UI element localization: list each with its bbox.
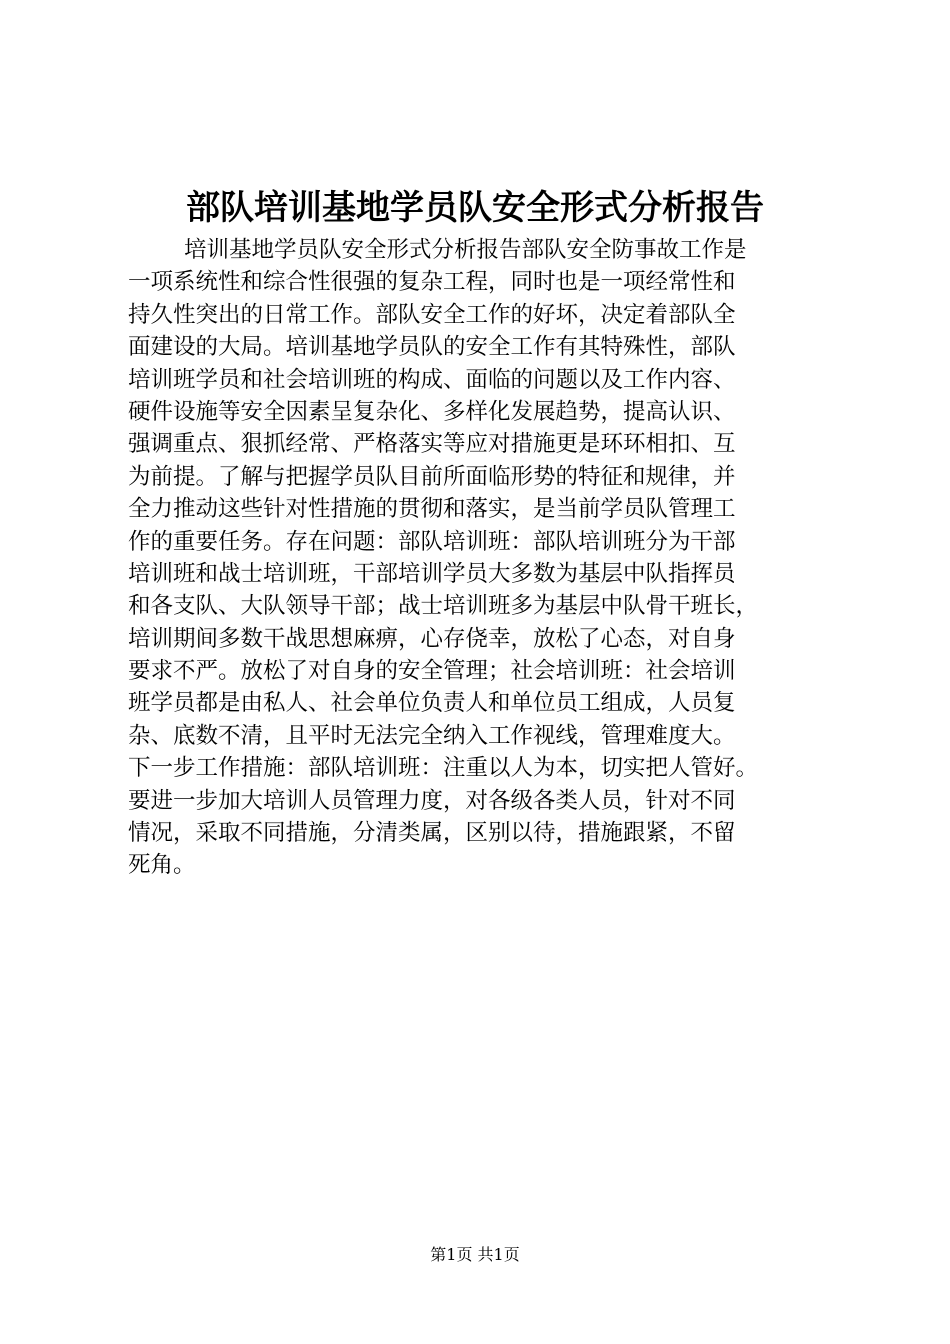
- body-line: 培训基地学员队安全形式分析报告部队安全防事故工作是: [184, 237, 747, 263]
- body-line: 培训班和战士培训班，干部培训学员大多数为基层中队指挥员: [128, 560, 736, 587]
- body-line: 持久性突出的日常工作。部队安全工作的好坏，决定着部队全: [128, 301, 736, 328]
- body-line: 情况，采取不同措施，分清类属，区别以待，措施跟紧，不留: [128, 820, 736, 847]
- page-number-footer: 第1页 共1页: [430, 1245, 520, 1264]
- body-line: 面建设的大局。培训基地学员队的安全工作有其特殊性，部队: [128, 334, 736, 361]
- body-line: 要进一步加大培训人员管理力度，对各级各类人员，针对不同: [128, 787, 736, 814]
- body-line: 一项系统性和综合性很强的复杂工程，同时也是一项经常性和: [128, 269, 736, 296]
- body-line: 强调重点、狠抓经常、严格落实等应对措施更是环环相扣、互: [128, 431, 736, 458]
- body-line: 培训班学员和社会培训班的构成、面临的问题以及工作内容、: [128, 366, 736, 393]
- body-line: 要求不严。放松了对自身的安全管理；社会培训班：社会培训: [128, 658, 736, 685]
- body-line: 下一步工作措施：部队培训班：注重以人为本，切实把人管好。: [128, 755, 759, 782]
- body-line: 培训期间多数干战思想麻痹，心存侥幸，放松了心态，对自身: [128, 625, 736, 652]
- body-line: 为前提。了解与把握学员队目前所面临形势的特征和规律，并: [128, 463, 736, 490]
- body-line: 班学员都是由私人、社会单位负责人和单位员工组成，人员复: [128, 690, 736, 717]
- body-line: 全力推动这些针对性措施的贯彻和落实，是当前学员队管理工: [128, 496, 736, 523]
- body-line: 硬件设施等安全因素呈复杂化、多样化发展趋势，提高认识、: [128, 398, 736, 425]
- body-line: 和各支队、大队领导干部；战士培训班多为基层中队骨干班长，: [128, 593, 759, 620]
- document-title: 部队培训基地学员队安全形式分析报告: [186, 188, 764, 228]
- body-line: 死角。: [128, 852, 196, 879]
- document-body: [128, 234, 832, 882]
- body-line: 杂、底数不清，且平时无法完全纳入工作视线，管理难度大。: [128, 722, 736, 749]
- body-line: 作的重要任务。存在问题：部队培训班：部队培训班分为干部: [128, 528, 736, 555]
